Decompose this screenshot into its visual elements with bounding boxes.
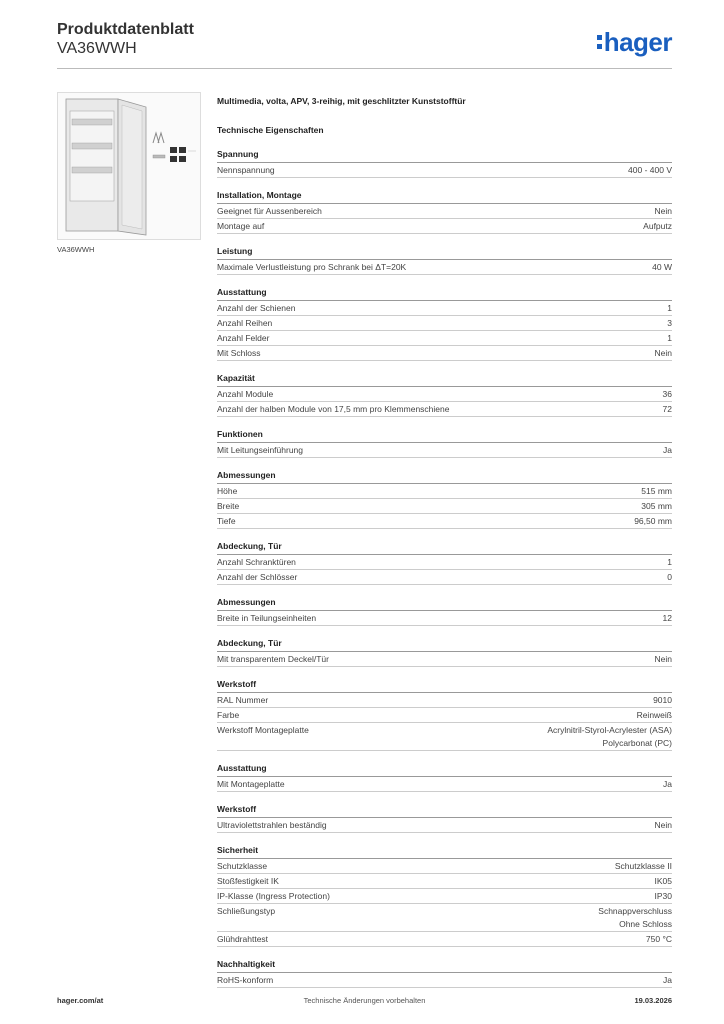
spec-group [217,591,672,626]
spec-group [217,367,672,417]
logo-dots-icon [597,35,602,49]
spec-row [217,346,672,361]
spec-label: Mit Leitungseinführung [217,445,304,455]
spec-row [217,889,672,904]
header-divider [57,68,672,69]
spec-group-title: Nachhaltigkeit [217,953,672,973]
spec-value: 750 °C [645,934,672,944]
product-description: Multimedia, volta, APV, 3-reihig, mit geschlitzter Kunststofftür [217,96,466,106]
spec-group-title: Werkstoff [217,673,672,693]
spec-row [217,387,672,402]
spec-label: Farbe [217,710,240,720]
spec-value: 12 [662,613,672,623]
spec-group-title: Funktionen [217,423,672,443]
spec-group [217,757,672,792]
spec-row [217,652,672,667]
spec-group [217,953,672,988]
spec-value: Reinweiß [636,710,672,720]
footer-disclaimer: Technische Änderungen vorbehalten [303,996,426,1005]
spec-group-title: Ausstattung [217,281,672,301]
spec-row [217,219,672,234]
spec-label: Montage auf [217,221,265,231]
spec-row [217,331,672,346]
spec-value: IK05 [654,876,672,886]
spec-value: Ja [663,779,672,789]
spec-group-title: Abmessungen [217,464,672,484]
spec-label: Glühdrahttest [217,934,269,944]
spec-label: Breite [217,501,240,511]
spec-group-title: Spannung [217,143,672,163]
spec-group-title: Abdeckung, Tür [217,535,672,555]
spec-value: 0 [667,572,672,582]
spec-row [217,973,672,988]
spec-label: Mit Schloss [217,348,261,358]
spec-label: Werkstoff Montageplatte [217,725,309,735]
spec-value: 1 [667,333,672,343]
spec-value: 1 [667,557,672,567]
spec-row [217,570,672,585]
spec-group-title: Werkstoff [217,798,672,818]
spec-group-title: Ausstattung [217,757,672,777]
spec-value: IP30 [654,891,672,901]
spec-label: Anzahl Schranktüren [217,557,296,567]
spec-group [217,535,672,585]
spec-value: 40 W [652,262,672,272]
spec-row [217,443,672,458]
spec-value: 3 [667,318,672,328]
spec-group [217,464,672,529]
spec-row [217,777,672,792]
spec-group [217,839,672,947]
spec-label: Tiefe [217,516,236,526]
spec-value: Schnappverschluss Ohne Schloss [598,906,672,929]
spec-label: RAL Nummer [217,695,269,705]
product-code: VA36WWH [57,40,137,57]
spec-value: Nein [654,206,672,216]
spec-label: Höhe [217,486,238,496]
spec-row [217,484,672,499]
spec-label: Schutzklasse [217,861,268,871]
spec-value: 72 [662,404,672,414]
spec-label: Breite in Teilungseinheiten [217,613,317,623]
spec-label: Anzahl der Schienen [217,303,296,313]
spec-label: Anzahl Module [217,389,274,399]
page-header [57,20,672,70]
section-title: Technische Eigenschaften [217,125,324,135]
enclosure-illustration-icon [58,93,200,239]
spec-value: 36 [662,389,672,399]
specification-content [217,94,672,988]
spec-label: Schließungstyp [217,906,276,916]
spec-row [217,555,672,570]
spec-group-title: Kapazität [217,367,672,387]
spec-row [217,163,672,178]
image-caption: VA36WWH [57,245,95,254]
spec-group [217,798,672,833]
footer-website: hager.com/at [57,996,104,1005]
document-title: Produktdatenblatt [57,21,194,38]
spec-label: Nennspannung [217,165,275,175]
spec-label: RoHS-konform [217,975,274,985]
spec-row [217,204,672,219]
spec-row [217,301,672,316]
spec-group [217,240,672,275]
spec-group-title: Abdeckung, Tür [217,632,672,652]
spec-group [217,632,672,667]
spec-row [217,723,672,751]
spec-row [217,514,672,529]
spec-value: Schutzklasse II [614,861,672,871]
spec-row [217,859,672,874]
logo-text: hager [603,27,672,57]
spec-group [217,184,672,234]
spec-label: Mit Montageplatte [217,779,285,789]
spec-row [217,260,672,275]
spec-group-title: Installation, Montage [217,184,672,204]
spec-group [217,281,672,361]
spec-row [217,499,672,514]
hager-logo [597,27,672,57]
spec-label: Anzahl Felder [217,333,270,343]
spec-value: 515 mm [641,486,672,496]
spec-value: 400 - 400 V [628,165,672,175]
spec-label: Maximale Verlustleistung pro Schrank bei ΔT=20K [217,262,407,272]
spec-label: Stoßfestigkeit IK [217,876,279,886]
spec-label: Geeignet für Aussenbereich [217,206,322,216]
spec-row [217,932,672,947]
spec-label: IP-Klasse (Ingress Protection) [217,891,330,901]
spec-value: Nein [654,348,672,358]
spec-value: Ja [663,445,672,455]
spec-group-title: Abmessungen [217,591,672,611]
spec-row [217,611,672,626]
spec-groups [217,143,672,988]
spec-label: Ultraviolettstrahlen beständig [217,820,327,830]
spec-row [217,693,672,708]
spec-value: Ja [663,975,672,985]
product-image [57,92,201,240]
spec-row [217,904,672,932]
footer-date: 19.03.2026 [634,996,672,1005]
spec-group-title: Leistung [217,240,672,260]
spec-group [217,143,672,178]
spec-label: Mit transparentem Deckel/Tür [217,654,329,664]
spec-group [217,423,672,458]
spec-row [217,874,672,889]
spec-group-title: Sicherheit [217,839,672,859]
spec-label: Anzahl der Schlösser [217,572,298,582]
spec-row [217,402,672,417]
spec-value: Aufputz [643,221,672,231]
spec-value: 305 mm [641,501,672,511]
spec-label: Anzahl der halben Module von 17,5 mm pro Klemmenschiene [217,404,450,414]
spec-value: Nein [654,820,672,830]
spec-value: 1 [667,303,672,313]
spec-value: 9010 [653,695,672,705]
spec-value: Acrylnitril-Styrol-Acrylester (ASA) Polycarbonat (PC) [547,725,672,748]
spec-value: 96,50 mm [634,516,672,526]
spec-group [217,673,672,751]
spec-value: Nein [654,654,672,664]
spec-row [217,316,672,331]
spec-row [217,818,672,833]
spec-label: Anzahl Reihen [217,318,273,328]
spec-row [217,708,672,723]
